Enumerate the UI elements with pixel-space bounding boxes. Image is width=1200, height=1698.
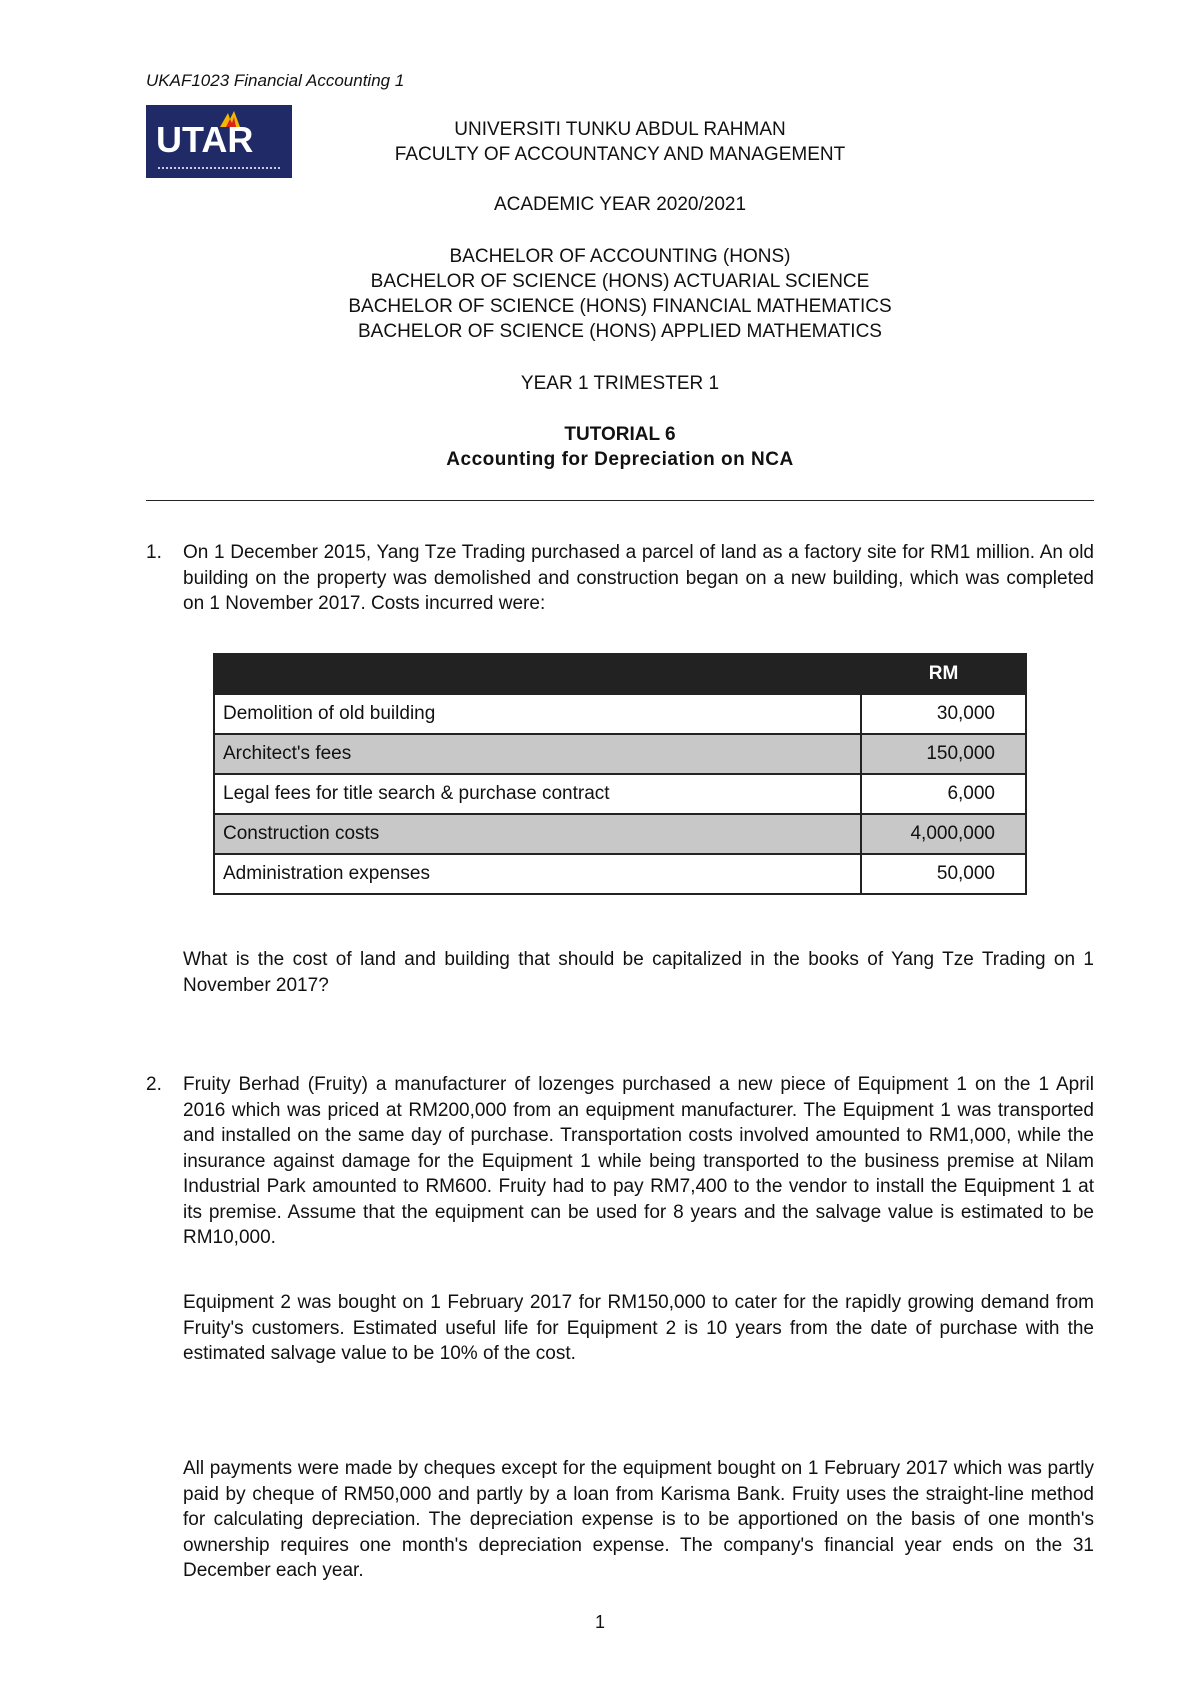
question-1 <box>146 540 1094 617</box>
cost-item: Demolition of old building <box>214 694 861 734</box>
cost-item: Architect's fees <box>214 734 861 774</box>
academic-year: ACADEMIC YEAR 2020/2021 <box>493 194 747 215</box>
question-1-prompt: What is the cost of land and building that should be capitalized in the books of Yang Tze Trading on 1 November 2017? <box>183 949 1094 996</box>
programme: BACHELOR OF SCIENCE (HONS) ACTUARIAL SCIENCE <box>370 271 870 292</box>
cost-amount: 50,000 <box>861 854 1026 894</box>
faculty-name: FACULTY OF ACCOUNTANCY AND MANAGEMENT <box>394 144 846 165</box>
question-text: On 1 December 2015, Yang Tze Trading purchased a parcel of land as a factory site for RM1 million. An old building on the property was demolished and construction began on a new building, which was completed on 1 November 2017. Costs incurred were: <box>183 542 1094 614</box>
header-amount: RM <box>861 654 1026 694</box>
tutorial-subtitle: Accounting for Depreciation on NCA <box>446 449 794 470</box>
divider <box>146 500 1094 501</box>
costs-table <box>213 653 1027 895</box>
cost-amount: 6,000 <box>861 774 1026 814</box>
tutorial-heading <box>146 422 1094 472</box>
cost-amount: 150,000 <box>861 734 1026 774</box>
university-name: UNIVERSITI TUNKU ABDUL RAHMAN <box>454 119 786 140</box>
table-row <box>214 854 1026 894</box>
question-text: Fruity Berhad (Fruity) a manufacturer of lozenges purchased a new piece of Equipment 1 on the 1 April 2016 which was priced at RM200,000 from an equipment manufacturer. The Equipment 1 was transported and installed on the same day of purchase. Transportation costs involved amounted to RM1,000, while the insurance against damage for the Equipment 1 while being transported to the business premise at Nilam Industrial Park amounted to RM600. Fruity had to pay RM7,400 to the vendor to install the Equipment 1 at its premise. Assume that the equipment can be used for 8 years and the salvage value is estimated to be RM10,000. <box>183 1074 1094 1248</box>
question-number: 1. <box>146 542 162 563</box>
logo-text: UTAR <box>156 119 254 160</box>
table-row <box>214 734 1026 774</box>
table-header-row <box>214 654 1026 694</box>
cost-amount: 4,000,000 <box>861 814 1026 854</box>
logo-underline <box>158 167 280 172</box>
programme: BACHELOR OF SCIENCE (HONS) FINANCIAL MATHEMATICS <box>348 296 892 317</box>
table-row <box>214 774 1026 814</box>
cost-item: Legal fees for title search & purchase contract <box>214 774 861 814</box>
page-number: 1 <box>594 1612 605 1632</box>
question-2 <box>146 1072 1094 1251</box>
year-trimester: YEAR 1 TRIMESTER 1 <box>520 373 720 394</box>
question-number: 2. <box>146 1074 162 1095</box>
header-item <box>214 654 861 694</box>
tutorial-title: TUTORIAL 6 <box>564 424 676 445</box>
cost-amount: 30,000 <box>861 694 1026 734</box>
institution-block <box>146 117 1094 167</box>
programme-list <box>146 244 1094 344</box>
cost-item: Construction costs <box>214 814 861 854</box>
equipment-2-paragraph: Equipment 2 was bought on 1 February 2017 for RM150,000 to cater for the rapidly growing demand from Fruity's customers. Estimated useful life for Equipment 2 is 10 years from the date of purchase with the estimated salvage value to be 10% of the cost. <box>183 1292 1094 1364</box>
programme: BACHELOR OF ACCOUNTING (HONS) <box>449 246 791 267</box>
cost-item: Administration expenses <box>214 854 861 894</box>
table-row <box>214 694 1026 734</box>
table-row <box>214 814 1026 854</box>
course-header: UKAF1023 Financial Accounting 1 <box>146 71 405 90</box>
payments-paragraph: All payments were made by cheques except for the equipment bought on 1 February 2017 which was partly paid by cheque of RM50,000 and partly by a loan from Karisma Bank. Fruity uses the straight-line method for calculating depreciation. The depreciation expense is to be apportioned on the basis of one month's ownership requires one month's depreciation expense. The company's financial year ends on the 31 December each year. <box>183 1458 1094 1581</box>
programme: BACHELOR OF SCIENCE (HONS) APPLIED MATHEMATICS <box>358 321 882 342</box>
